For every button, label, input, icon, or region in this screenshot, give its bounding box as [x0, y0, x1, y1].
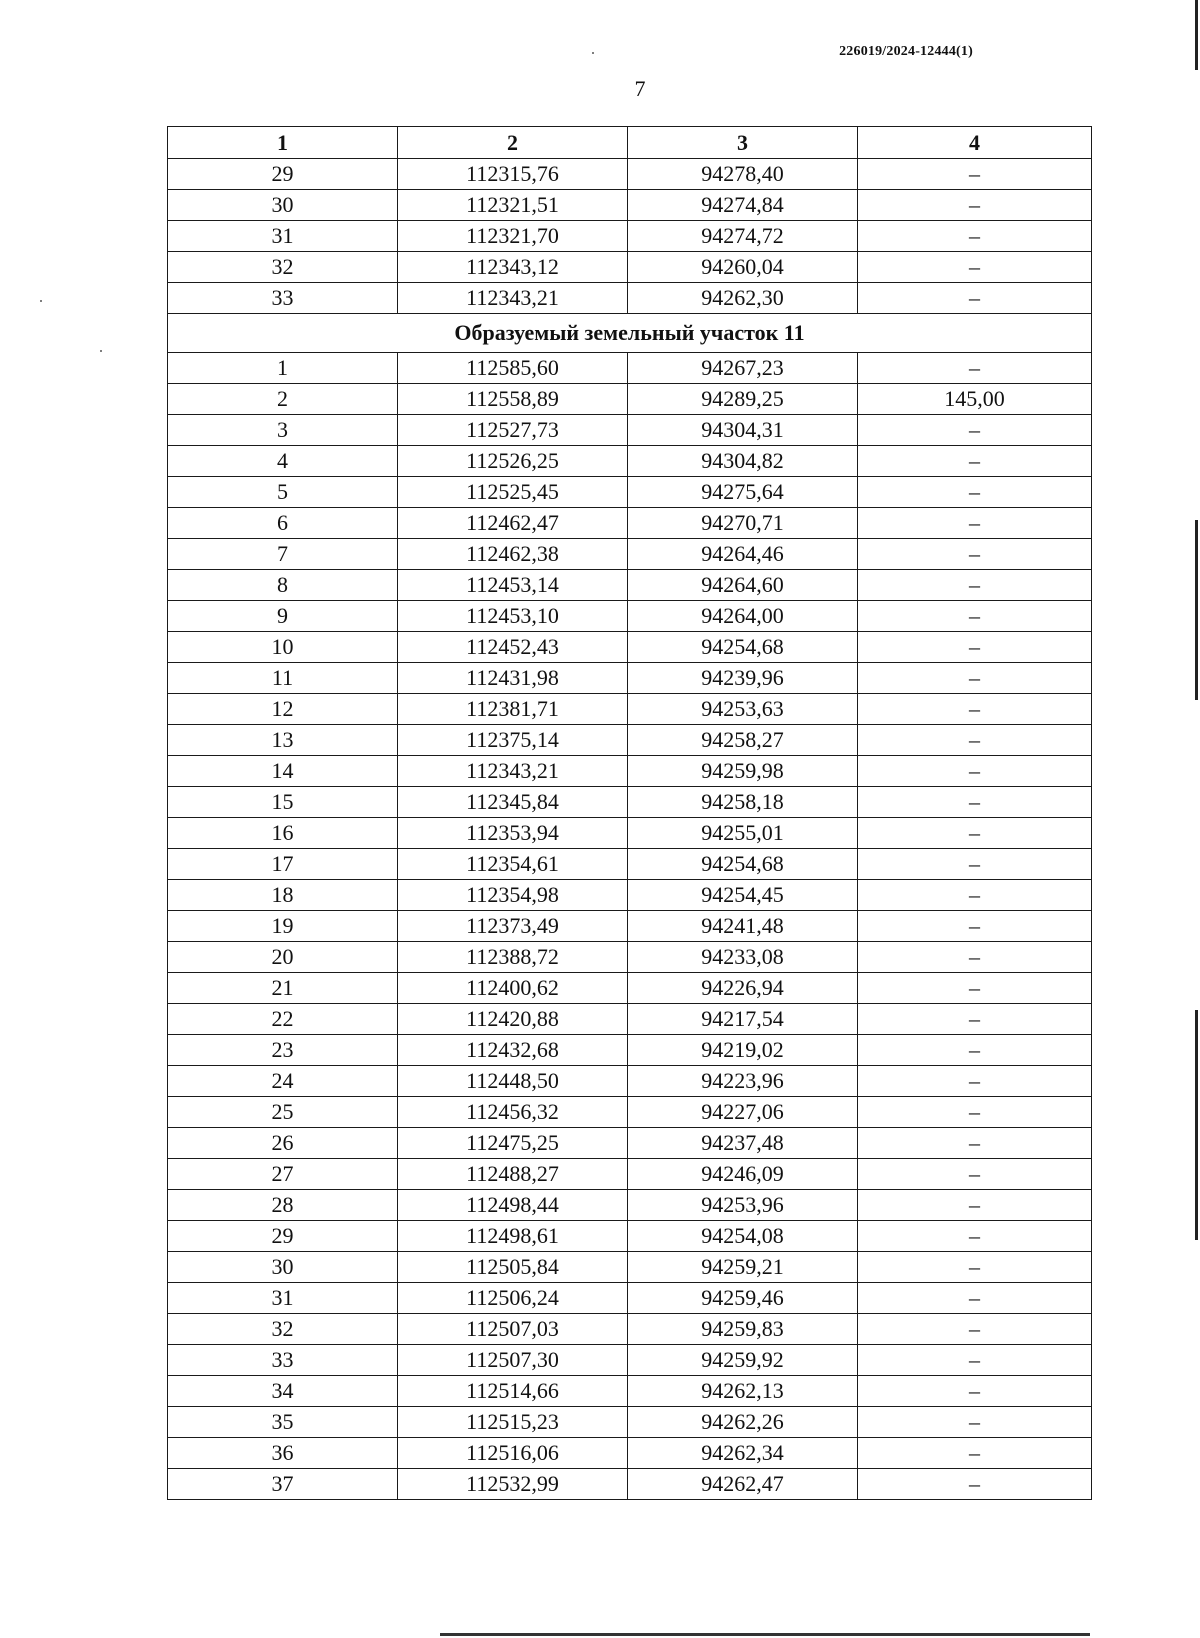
column-4-cell: – — [858, 1004, 1092, 1035]
table-row — [168, 508, 1092, 539]
y-coordinate-cell: 94275,64 — [628, 477, 858, 508]
table-row — [168, 159, 1092, 190]
x-coordinate-cell: 112375,14 — [398, 725, 628, 756]
x-coordinate-cell: 112505,84 — [398, 1252, 628, 1283]
table-row — [168, 1469, 1092, 1500]
table-row — [168, 1221, 1092, 1252]
y-coordinate-cell: 94262,47 — [628, 1469, 858, 1500]
point-number-cell: 28 — [168, 1190, 398, 1221]
x-coordinate-cell: 112381,71 — [398, 694, 628, 725]
x-coordinate-cell: 112507,03 — [398, 1314, 628, 1345]
y-coordinate-cell: 94259,21 — [628, 1252, 858, 1283]
y-coordinate-cell: 94226,94 — [628, 973, 858, 1004]
point-number-cell: 19 — [168, 911, 398, 942]
y-coordinate-cell: 94258,18 — [628, 787, 858, 818]
column-4-cell: – — [858, 818, 1092, 849]
column-4-cell: – — [858, 756, 1092, 787]
point-number-cell: 10 — [168, 632, 398, 663]
scan-edge-mark — [1195, 520, 1198, 700]
y-coordinate-cell: 94270,71 — [628, 508, 858, 539]
column-4-cell: – — [858, 159, 1092, 190]
y-coordinate-cell: 94304,31 — [628, 415, 858, 446]
table-row — [168, 694, 1092, 725]
point-number-cell: 3 — [168, 415, 398, 446]
point-number-cell: 5 — [168, 477, 398, 508]
table-row — [168, 446, 1092, 477]
table-row — [168, 1190, 1092, 1221]
point-number-cell: 11 — [168, 663, 398, 694]
scan-speck — [40, 300, 42, 302]
column-4-cell: – — [858, 446, 1092, 477]
y-coordinate-cell: 94241,48 — [628, 911, 858, 942]
table-row — [168, 1376, 1092, 1407]
point-number-cell: 31 — [168, 1283, 398, 1314]
y-coordinate-cell: 94304,82 — [628, 446, 858, 477]
point-number-cell: 14 — [168, 756, 398, 787]
x-coordinate-cell: 112315,76 — [398, 159, 628, 190]
y-coordinate-cell: 94246,09 — [628, 1159, 858, 1190]
x-coordinate-cell: 112431,98 — [398, 663, 628, 694]
table-row — [168, 601, 1092, 632]
x-coordinate-cell: 112388,72 — [398, 942, 628, 973]
column-4-cell: – — [858, 1469, 1092, 1500]
point-number-cell: 29 — [168, 159, 398, 190]
y-coordinate-cell: 94274,72 — [628, 221, 858, 252]
table-header — [168, 127, 1092, 159]
y-coordinate-cell: 94259,98 — [628, 756, 858, 787]
x-coordinate-cell: 112498,61 — [398, 1221, 628, 1252]
section-header-group — [168, 314, 1092, 353]
table-row — [168, 880, 1092, 911]
x-coordinate-cell: 112453,10 — [398, 601, 628, 632]
column-4-cell: – — [858, 283, 1092, 314]
y-coordinate-cell: 94233,08 — [628, 942, 858, 973]
table-row — [168, 1438, 1092, 1469]
column-4-cell: – — [858, 570, 1092, 601]
y-coordinate-cell: 94264,46 — [628, 539, 858, 570]
column-4-cell: – — [858, 942, 1092, 973]
point-number-cell: 26 — [168, 1128, 398, 1159]
point-number-cell: 30 — [168, 1252, 398, 1283]
x-coordinate-cell: 112321,51 — [398, 190, 628, 221]
column-4-cell: – — [858, 663, 1092, 694]
column-header-1: 1 — [168, 127, 398, 159]
document-registration-number: 226019/2024-12444(1) — [839, 44, 973, 59]
x-coordinate-cell: 112514,66 — [398, 1376, 628, 1407]
x-coordinate-cell: 112488,27 — [398, 1159, 628, 1190]
table-row — [168, 818, 1092, 849]
column-4-cell: – — [858, 1128, 1092, 1159]
column-4-cell: – — [858, 1066, 1092, 1097]
scan-speck — [100, 350, 102, 352]
x-coordinate-cell: 112462,38 — [398, 539, 628, 570]
point-number-cell: 29 — [168, 1221, 398, 1252]
table-row — [168, 570, 1092, 601]
y-coordinate-cell: 94262,34 — [628, 1438, 858, 1469]
x-coordinate-cell: 112400,62 — [398, 973, 628, 1004]
point-number-cell: 12 — [168, 694, 398, 725]
y-coordinate-cell: 94254,68 — [628, 632, 858, 663]
table-body-previous-parcel — [168, 159, 1092, 314]
table-row — [168, 190, 1092, 221]
column-4-cell: – — [858, 601, 1092, 632]
column-4-cell: – — [858, 1097, 1092, 1128]
table-header-row — [168, 127, 1092, 159]
column-4-cell: – — [858, 1221, 1092, 1252]
x-coordinate-cell: 112515,23 — [398, 1407, 628, 1438]
y-coordinate-cell: 94262,13 — [628, 1376, 858, 1407]
table-row — [168, 756, 1092, 787]
y-coordinate-cell: 94258,27 — [628, 725, 858, 756]
column-4-cell: – — [858, 252, 1092, 283]
point-number-cell: 30 — [168, 190, 398, 221]
column-4-cell: – — [858, 1438, 1092, 1469]
table-row — [168, 353, 1092, 384]
column-4-cell: – — [858, 190, 1092, 221]
column-4-cell: – — [858, 221, 1092, 252]
point-number-cell: 20 — [168, 942, 398, 973]
y-coordinate-cell: 94259,92 — [628, 1345, 858, 1376]
column-4-cell: – — [858, 973, 1092, 1004]
x-coordinate-cell: 112585,60 — [398, 353, 628, 384]
x-coordinate-cell: 112354,61 — [398, 849, 628, 880]
section-header-row — [168, 314, 1092, 353]
table-row — [168, 942, 1092, 973]
y-coordinate-cell: 94223,96 — [628, 1066, 858, 1097]
column-4-cell: – — [858, 725, 1092, 756]
column-4-cell: – — [858, 1283, 1092, 1314]
column-4-cell: – — [858, 415, 1092, 446]
y-coordinate-cell: 94254,08 — [628, 1221, 858, 1252]
table-row — [168, 1097, 1092, 1128]
table-row — [168, 1066, 1092, 1097]
table-row — [168, 539, 1092, 570]
table-row — [168, 384, 1092, 415]
column-4-cell: – — [858, 1159, 1092, 1190]
x-coordinate-cell: 112526,25 — [398, 446, 628, 477]
point-number-cell: 37 — [168, 1469, 398, 1500]
column-4-cell: – — [858, 1035, 1092, 1066]
x-coordinate-cell: 112420,88 — [398, 1004, 628, 1035]
column-4-cell: – — [858, 1407, 1092, 1438]
y-coordinate-cell: 94217,54 — [628, 1004, 858, 1035]
y-coordinate-cell: 94254,45 — [628, 880, 858, 911]
y-coordinate-cell: 94264,00 — [628, 601, 858, 632]
y-coordinate-cell: 94259,46 — [628, 1283, 858, 1314]
column-4-cell: – — [858, 694, 1092, 725]
x-coordinate-cell: 112354,98 — [398, 880, 628, 911]
y-coordinate-cell: 94255,01 — [628, 818, 858, 849]
point-number-cell: 15 — [168, 787, 398, 818]
coordinates-table — [167, 126, 1092, 1500]
column-4-cell: – — [858, 1314, 1092, 1345]
x-coordinate-cell: 112558,89 — [398, 384, 628, 415]
point-number-cell: 33 — [168, 1345, 398, 1376]
point-number-cell: 17 — [168, 849, 398, 880]
table-row — [168, 849, 1092, 880]
point-number-cell: 23 — [168, 1035, 398, 1066]
column-4-cell: 145,00 — [858, 384, 1092, 415]
x-coordinate-cell: 112343,21 — [398, 756, 628, 787]
point-number-cell: 16 — [168, 818, 398, 849]
point-number-cell: 6 — [168, 508, 398, 539]
x-coordinate-cell: 112373,49 — [398, 911, 628, 942]
y-coordinate-cell: 94219,02 — [628, 1035, 858, 1066]
x-coordinate-cell: 112527,73 — [398, 415, 628, 446]
y-coordinate-cell: 94278,40 — [628, 159, 858, 190]
point-number-cell: 1 — [168, 353, 398, 384]
y-coordinate-cell: 94254,68 — [628, 849, 858, 880]
column-4-cell: – — [858, 880, 1092, 911]
x-coordinate-cell: 112343,21 — [398, 283, 628, 314]
point-number-cell: 22 — [168, 1004, 398, 1035]
x-coordinate-cell: 112475,25 — [398, 1128, 628, 1159]
x-coordinate-cell: 112507,30 — [398, 1345, 628, 1376]
scan-edge-mark — [1195, 1010, 1198, 1240]
point-number-cell: 36 — [168, 1438, 398, 1469]
point-number-cell: 31 — [168, 221, 398, 252]
scan-edge-mark — [1195, 0, 1198, 70]
column-4-cell: – — [858, 849, 1092, 880]
x-coordinate-cell: 112532,99 — [398, 1469, 628, 1500]
x-coordinate-cell: 112498,44 — [398, 1190, 628, 1221]
point-number-cell: 8 — [168, 570, 398, 601]
y-coordinate-cell: 94253,63 — [628, 694, 858, 725]
table-row — [168, 283, 1092, 314]
column-4-cell: – — [858, 1190, 1092, 1221]
point-number-cell: 24 — [168, 1066, 398, 1097]
point-number-cell: 35 — [168, 1407, 398, 1438]
column-4-cell: – — [858, 787, 1092, 818]
y-coordinate-cell: 94237,48 — [628, 1128, 858, 1159]
x-coordinate-cell: 112453,14 — [398, 570, 628, 601]
y-coordinate-cell: 94227,06 — [628, 1097, 858, 1128]
column-4-cell: – — [858, 1345, 1092, 1376]
point-number-cell: 4 — [168, 446, 398, 477]
point-number-cell: 9 — [168, 601, 398, 632]
x-coordinate-cell: 112462,47 — [398, 508, 628, 539]
x-coordinate-cell: 112432,68 — [398, 1035, 628, 1066]
table-row — [168, 1314, 1092, 1345]
table-row — [168, 725, 1092, 756]
table-row — [168, 252, 1092, 283]
y-coordinate-cell: 94262,26 — [628, 1407, 858, 1438]
column-header-2: 2 — [398, 127, 628, 159]
point-number-cell: 27 — [168, 1159, 398, 1190]
table-row — [168, 415, 1092, 446]
column-header-4: 4 — [858, 127, 1092, 159]
table-row — [168, 477, 1092, 508]
x-coordinate-cell: 112506,24 — [398, 1283, 628, 1314]
column-4-cell: – — [858, 632, 1092, 663]
point-number-cell: 25 — [168, 1097, 398, 1128]
point-number-cell: 32 — [168, 1314, 398, 1345]
table-row — [168, 663, 1092, 694]
column-4-cell: – — [858, 353, 1092, 384]
table-row — [168, 911, 1092, 942]
y-coordinate-cell: 94267,23 — [628, 353, 858, 384]
section-title: Образуемый земельный участок 11 — [168, 314, 1092, 353]
page-number: 7 — [634, 76, 646, 101]
table-row — [168, 1252, 1092, 1283]
x-coordinate-cell: 112525,45 — [398, 477, 628, 508]
y-coordinate-cell: 94262,30 — [628, 283, 858, 314]
x-coordinate-cell: 112321,70 — [398, 221, 628, 252]
table-row — [168, 1345, 1092, 1376]
x-coordinate-cell: 112343,12 — [398, 252, 628, 283]
table-row — [168, 1128, 1092, 1159]
x-coordinate-cell: 112452,43 — [398, 632, 628, 663]
x-coordinate-cell: 112448,50 — [398, 1066, 628, 1097]
scan-speck — [592, 52, 594, 54]
y-coordinate-cell: 94253,96 — [628, 1190, 858, 1221]
column-4-cell: – — [858, 1252, 1092, 1283]
point-number-cell: 7 — [168, 539, 398, 570]
y-coordinate-cell: 94289,25 — [628, 384, 858, 415]
table-row — [168, 1407, 1092, 1438]
y-coordinate-cell: 94260,04 — [628, 252, 858, 283]
point-number-cell: 32 — [168, 252, 398, 283]
table-row — [168, 1159, 1092, 1190]
point-number-cell: 34 — [168, 1376, 398, 1407]
table-row — [168, 1283, 1092, 1314]
scan-bottom-edge — [440, 1633, 1090, 1636]
point-number-cell: 13 — [168, 725, 398, 756]
y-coordinate-cell: 94239,96 — [628, 663, 858, 694]
point-number-cell: 2 — [168, 384, 398, 415]
column-4-cell: – — [858, 1376, 1092, 1407]
table-row — [168, 632, 1092, 663]
table-row — [168, 221, 1092, 252]
column-4-cell: – — [858, 508, 1092, 539]
table-row — [168, 973, 1092, 1004]
y-coordinate-cell: 94274,84 — [628, 190, 858, 221]
table-row — [168, 787, 1092, 818]
column-header-3: 3 — [628, 127, 858, 159]
point-number-cell: 33 — [168, 283, 398, 314]
x-coordinate-cell: 112353,94 — [398, 818, 628, 849]
column-4-cell: – — [858, 477, 1092, 508]
column-4-cell: – — [858, 539, 1092, 570]
table-row — [168, 1035, 1092, 1066]
point-number-cell: 21 — [168, 973, 398, 1004]
x-coordinate-cell: 112516,06 — [398, 1438, 628, 1469]
table-body-parcel-11 — [168, 353, 1092, 1500]
x-coordinate-cell: 112345,84 — [398, 787, 628, 818]
table-row — [168, 1004, 1092, 1035]
x-coordinate-cell: 112456,32 — [398, 1097, 628, 1128]
y-coordinate-cell: 94264,60 — [628, 570, 858, 601]
y-coordinate-cell: 94259,83 — [628, 1314, 858, 1345]
column-4-cell: – — [858, 911, 1092, 942]
point-number-cell: 18 — [168, 880, 398, 911]
